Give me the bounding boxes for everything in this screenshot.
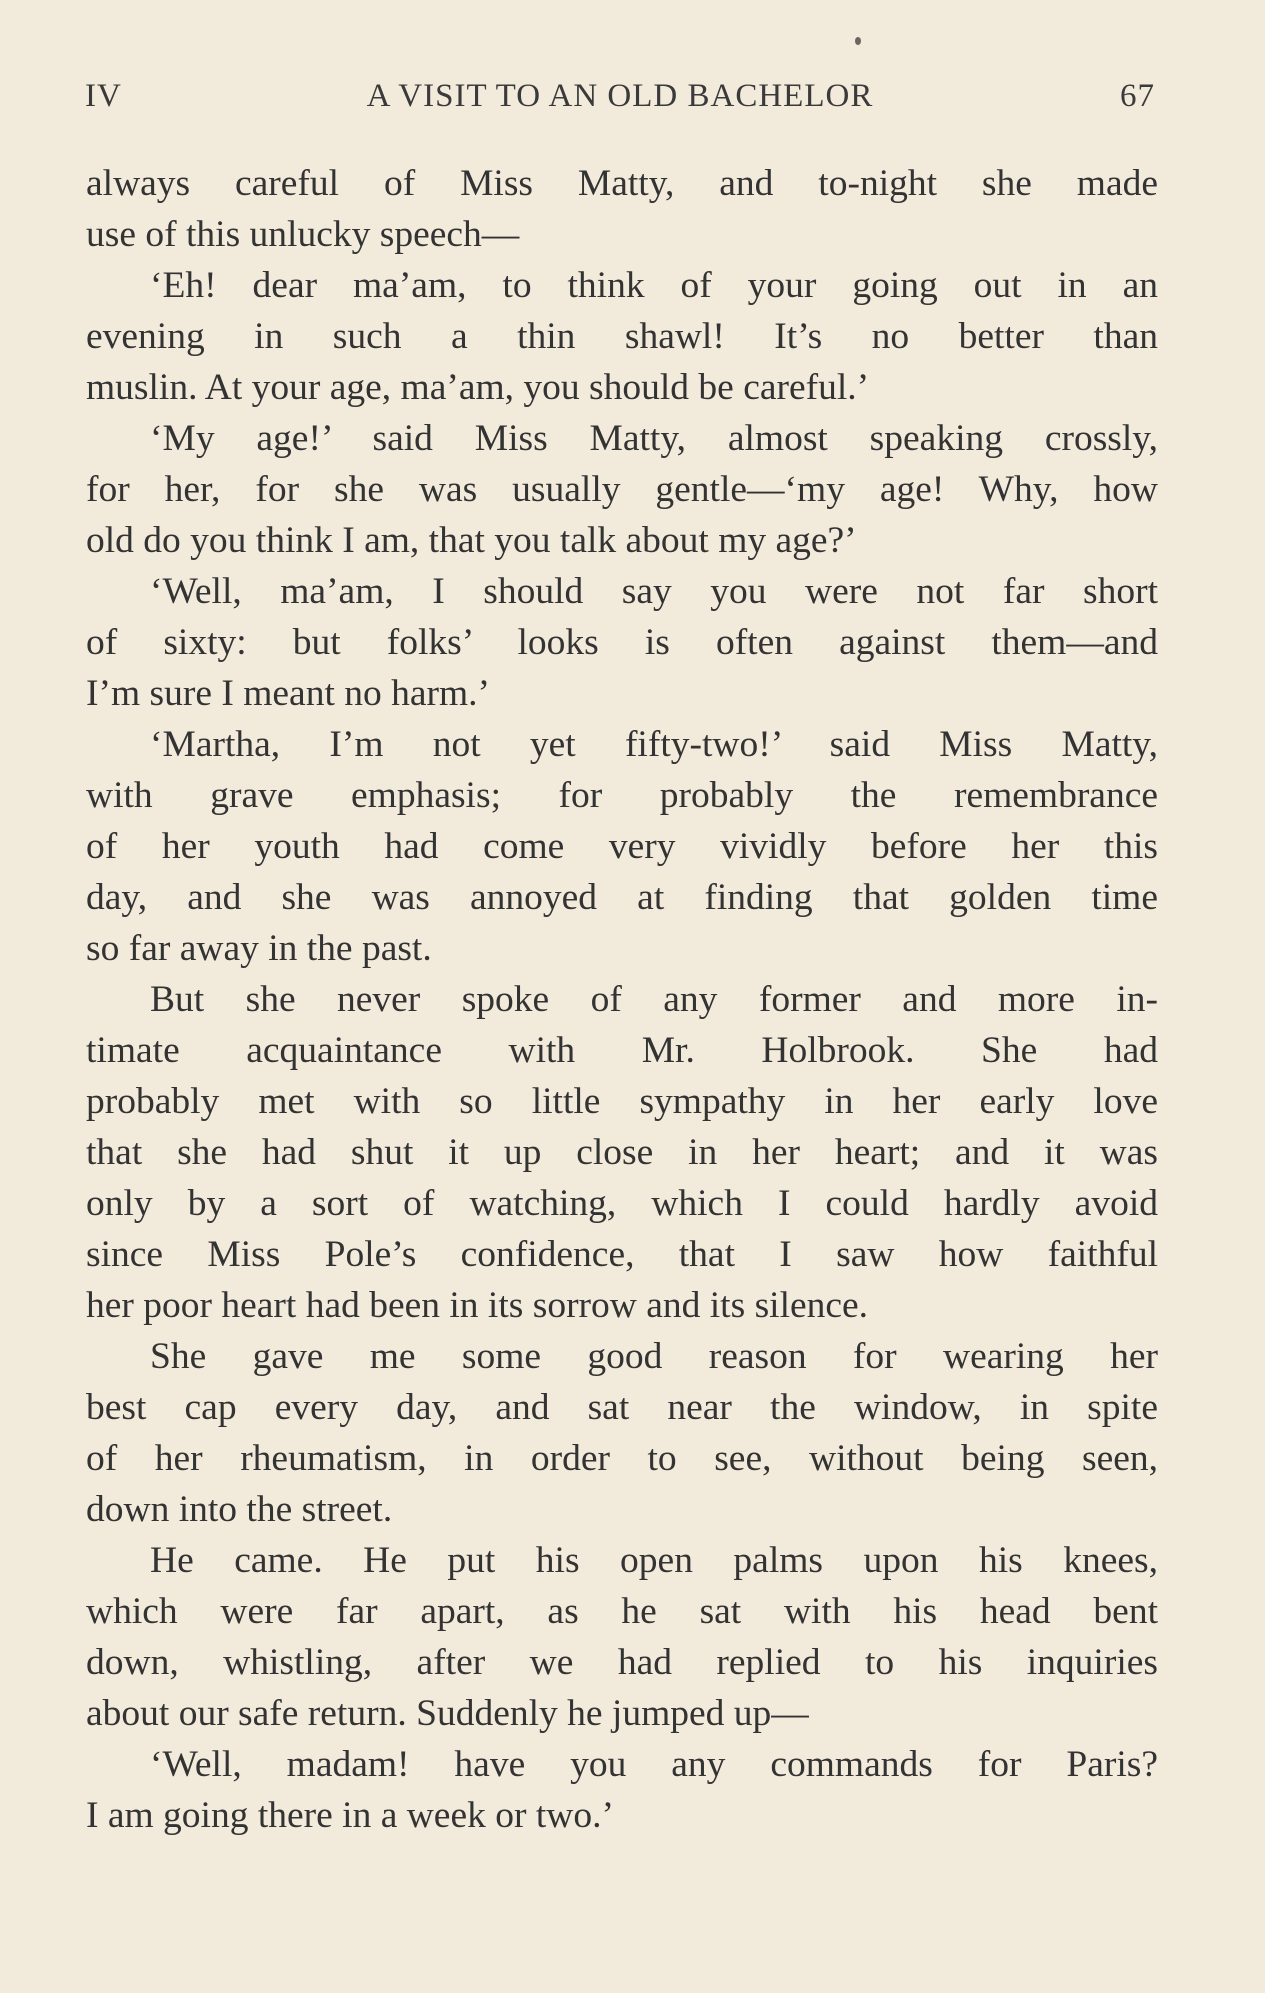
text-line: so far away in the past. — [86, 928, 432, 969]
text-line: timate acquaintance with Mr. Holbrook. She had — [86, 1030, 1158, 1071]
chapter-number: IV — [85, 78, 122, 114]
text-line: ‘Eh! dear ma’am, to think of your going out in an — [150, 265, 1158, 306]
text-line: muslin. At your age, ma’am, you should be careful.’ — [86, 367, 870, 408]
text-line: She gave me some good reason for wearing her — [150, 1336, 1158, 1377]
print-speck — [855, 37, 861, 45]
running-header — [85, 78, 1155, 128]
text-line: evening in such a thin shawl! It’s no better than — [86, 316, 1158, 357]
text-line: day, and she was annoyed at finding that golden time — [86, 877, 1158, 918]
text-line: ‘Well, ma’am, I should say you were not far short — [150, 571, 1158, 612]
text-line: probably met with so little sympathy in her early love — [86, 1081, 1158, 1122]
text-line: best cap every day, and sat near the window, in spite — [86, 1387, 1158, 1428]
text-line: old do you think I am, that you talk about my age?’ — [86, 520, 857, 561]
text-line: of her rheumatism, in order to see, without being seen, — [86, 1438, 1158, 1479]
text-line: But she never spoke of any former and more in- — [150, 979, 1158, 1020]
text-line: I am going there in a week or two.’ — [86, 1795, 614, 1836]
text-line: about our safe return. Suddenly he jumped up— — [86, 1693, 809, 1734]
page-body-text — [86, 158, 1158, 1841]
text-line: with grave emphasis; for probably the remembrance — [86, 775, 1158, 816]
text-line: He came. He put his open palms upon his knees, — [150, 1540, 1158, 1581]
text-line: use of this unlucky speech— — [86, 214, 520, 255]
text-line: ‘Well, madam! have you any commands for Paris? — [150, 1744, 1158, 1785]
text-line: ‘My age!’ said Miss Matty, almost speaking crossly, — [150, 418, 1158, 459]
text-line: I’m sure I meant no harm.’ — [86, 673, 491, 714]
page-number: 67 — [1120, 78, 1155, 114]
text-line: only by a sort of watching, which I could hardly avoid — [86, 1183, 1158, 1224]
text-line: of sixty: but folks’ looks is often against them—and — [86, 622, 1158, 663]
text-line: down into the street. — [86, 1489, 393, 1530]
text-line: for her, for she was usually gentle—‘my age! Why, how — [86, 469, 1158, 510]
running-title: A VISIT TO AN OLD BACHELOR — [366, 78, 874, 114]
text-line: of her youth had come very vividly before her this — [86, 826, 1158, 867]
text-line: always careful of Miss Matty, and to-night she made — [86, 163, 1158, 204]
text-line: that she had shut it up close in her heart; and it was — [86, 1132, 1158, 1173]
text-line: down, whistling, after we had replied to his inquiries — [86, 1642, 1158, 1683]
text-line: which were far apart, as he sat with his head bent — [86, 1591, 1158, 1632]
text-line: ‘Martha, I’m not yet fifty-two!’ said Miss Matty, — [150, 724, 1158, 765]
text-line: her poor heart had been in its sorrow and its silence. — [86, 1285, 869, 1326]
text-line: since Miss Pole’s confidence, that I saw how faithful — [86, 1234, 1158, 1275]
